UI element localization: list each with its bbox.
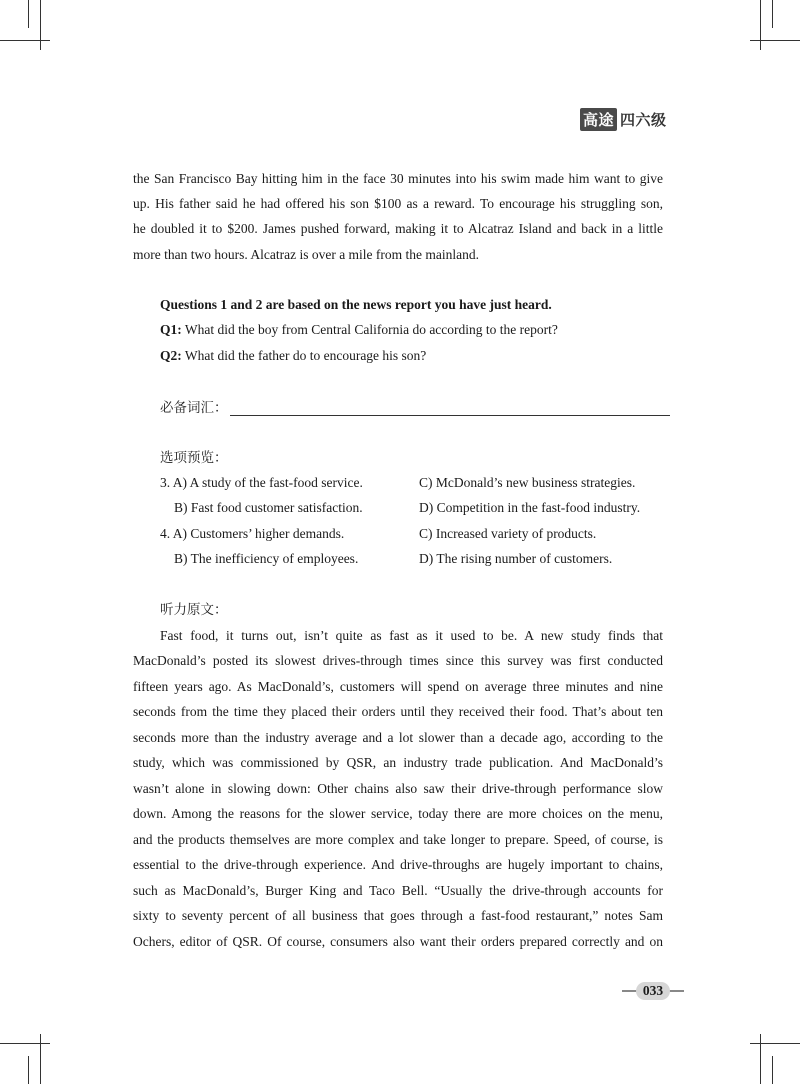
crop-mark-top-right-v — [760, 0, 761, 50]
question-1 — [160, 321, 663, 339]
brand-logo-box: 高途 — [580, 108, 617, 131]
transcript-line: seconds more than the industry average and a lot slower than a decade ago, according to the — [133, 730, 663, 745]
transcript-line: sixty to seventy percent of all business that goes through a fast-food restaurant,” notes Sam — [133, 908, 663, 923]
questions-heading: Questions 1 and 2 are based on the news report you have just heard. — [160, 297, 552, 312]
intro-line: he doubled it to $200. James pushed forward, making it to Alcatraz Island and back in a little — [133, 221, 663, 236]
option-4-a: 4. A) Customers’ higher demands. — [160, 526, 345, 541]
header-brand — [580, 108, 667, 130]
crop-mark-top-right-h — [750, 40, 800, 41]
vocab-label: 必备词汇： — [160, 400, 228, 416]
option-3-c: C) McDonald’s new business strategies. — [419, 475, 636, 490]
option-4-b: B) The inefficiency of employees. — [174, 551, 359, 566]
page-number: 033 — [636, 982, 670, 1000]
crop-mark-bottom-left-h — [0, 1043, 50, 1044]
transcript-line: study, which was commissioned by QSR, an industry trade publication. And MacDonald’s — [133, 755, 663, 770]
question-2-text: What did the father do to encourage his son? — [181, 348, 427, 363]
transcript-line: seconds from the time they placed their orders until they received their food. That’s about ten — [133, 704, 663, 719]
transcript-line: essential to the drive-through experience. And drive-throughs are hugely important to chains, — [133, 857, 663, 872]
option-4-d: D) The rising number of customers. — [419, 551, 613, 566]
option-3-d: D) Competition in the fast-food industry. — [419, 500, 641, 515]
question-1-text: What did the boy from Central California do according to the report? — [181, 322, 558, 337]
brand-subtitle: 四六级 — [620, 110, 667, 129]
page-number-badge — [622, 982, 684, 1000]
intro-line: more than two hours. Alcatraz is over a mile from the mainland. — [133, 247, 480, 262]
vocab-fill-line — [230, 400, 670, 416]
transcript-label: 听力原文： — [160, 602, 228, 618]
transcript-line: down. Among the reasons for the slower service, today there are more choices on the menu, — [133, 806, 663, 821]
crop-mark-top-right-v2 — [772, 0, 773, 28]
transcript-line: MacDonald’s posted its slowest drives-through times since this survey was first conducted — [133, 653, 663, 668]
option-4-c: C) Increased variety of products. — [419, 526, 597, 541]
crop-mark-top-left-h — [0, 40, 50, 41]
options-label: 选项预览： — [160, 450, 228, 466]
crop-mark-bottom-right-v2 — [772, 1056, 773, 1084]
transcript-line: Fast food, it turns out, isn’t quite as fast as it used to be. A new study finds that — [160, 628, 663, 643]
question-1-label: Q1: — [160, 322, 182, 337]
transcript-line: Ochers, editor of QSR. Of course, consumers also want their orders prepared correctly and on — [133, 934, 663, 949]
question-2 — [160, 347, 663, 365]
crop-mark-bottom-left-v — [40, 1034, 41, 1084]
option-3-a: 3. A) A study of the fast-food service. — [160, 475, 363, 490]
question-2-label: Q2: — [160, 348, 182, 363]
crop-mark-top-left-v2 — [28, 0, 29, 28]
vocab-section — [160, 396, 670, 416]
intro-line: up. His father said he had offered his son $100 as a reward. To encourage his struggling son, — [133, 196, 663, 211]
transcript-line: such as MacDonald’s, Burger King and Taco Bell. “Usually the drive-through accounts for — [133, 883, 663, 898]
crop-mark-bottom-right-v — [760, 1034, 761, 1084]
crop-mark-top-left-v — [40, 0, 41, 50]
transcript-line: and the products themselves are more complex and take longer to prepare. Speed, of course, is — [133, 832, 663, 847]
crop-mark-bottom-left-v2 — [28, 1056, 29, 1084]
transcript-line: wasn’t alone in slowing down: Other chains also saw their drive-through performance slow — [133, 781, 663, 796]
crop-mark-bottom-right-h — [750, 1043, 800, 1044]
option-3-b: B) Fast food customer satisfaction. — [174, 500, 363, 515]
intro-line: the San Francisco Bay hitting him in the face 30 minutes into his swim made him want to give — [133, 171, 663, 186]
transcript-line: fifteen years ago. As MacDonald’s, customers will spend on average three minutes and nine — [133, 679, 663, 694]
